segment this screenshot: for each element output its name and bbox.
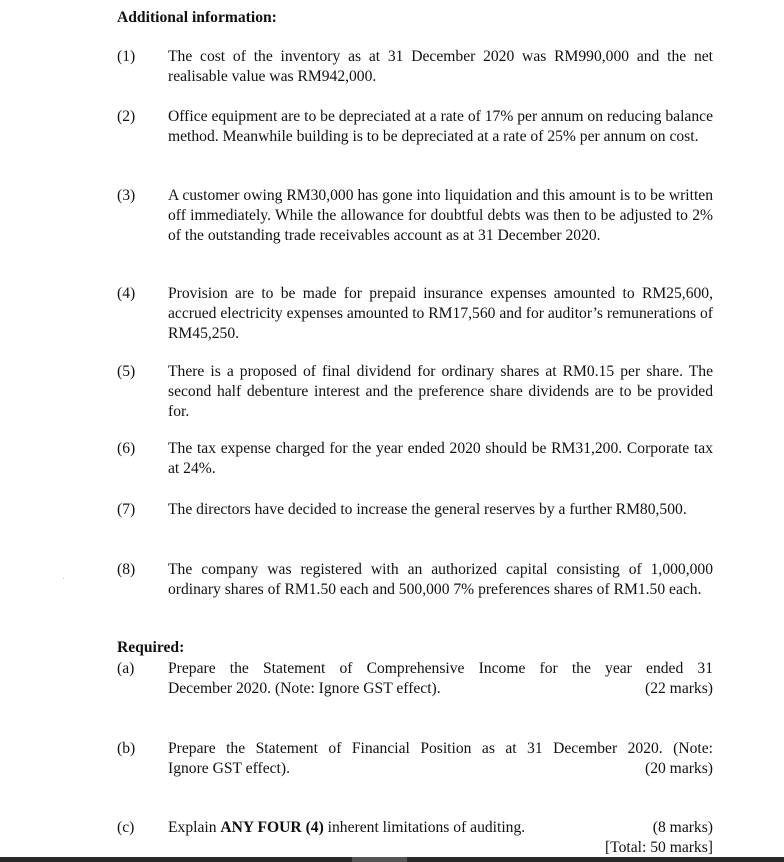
item-text: The company was registered with an authorized capital consisting of 1,000,000 ordinary shares of RM1.50 each and 500,000 7% preferences shares of RM1.50 each. [168,561,713,598]
item-text: The directors have decided to increase the general reserves by a further RM80,500. [168,501,687,518]
question-line: Prepare the Statement of Financial Position as at 31 December 2020. (Note: [168,740,713,757]
question-number: (a) [117,660,135,677]
item-number: (1) [117,48,136,65]
section-heading: Additional information: [117,9,277,26]
marks: (22 marks) [645,680,713,697]
item-number: (5) [117,363,136,380]
question-line: December 2020. (Note: Ignore GST effect). [168,680,441,697]
item-number: (7) [117,501,136,518]
total-marks: [Total: 50 marks] [604,839,713,856]
question-line: Ignore GST effect). [168,760,290,777]
item-text: The tax expense charged for the year ended 2020 should be RM31,200. Corporate tax at 24%. [168,440,713,477]
item-text: Office equipment are to be depreciated at a rate of 17% per annum on reducing balance method. Meanwhile building is to be depreciated at a rate of 25% per annum on cost. [168,108,713,145]
emphasis: ANY FOUR (4) [220,819,324,836]
item-text: The cost of the inventory as at 31 December 2020 was RM990,000 and the net realisable value was RM942,000. [168,48,713,85]
item-number: (3) [117,187,136,204]
item-number: (2) [117,108,136,125]
marks: (8 marks) [652,819,713,836]
item-text: A customer owing RM30,000 has gone into liquidation and this amount is to be written off immediately. While the allowance for doubtful debts was then to be adjusted to 2% of the outstanding trade receivables account as at 31 December 2020. [168,187,713,244]
item-text: Provision are to be made for prepaid insurance expenses amounted to RM25,600, accrued electricity expenses amounted to RM17,560 and for auditor’s remunerations of RM45,250. [168,285,713,342]
item-text: There is a proposed of final dividend for ordinary shares at RM0.15 per share. The second half debenture interest and the preference share dividends are to be provided for. [168,363,713,420]
question-number: (b) [117,740,136,757]
bottom-bar-segment [352,857,407,862]
required-heading: Required: [117,639,185,656]
marks: (20 marks) [645,760,713,777]
text: Explain [168,819,221,836]
item-number: (8) [117,561,136,578]
text: inherent limitations of auditing. [323,819,526,836]
item-number: (4) [117,285,136,302]
scan-speck: · [62,574,66,585]
question-number: (c) [117,819,135,836]
question-line [168,818,713,838]
item-number: (6) [117,440,136,457]
question-line: Prepare the Statement of Comprehensive Income for the year ended 31 [168,660,713,677]
